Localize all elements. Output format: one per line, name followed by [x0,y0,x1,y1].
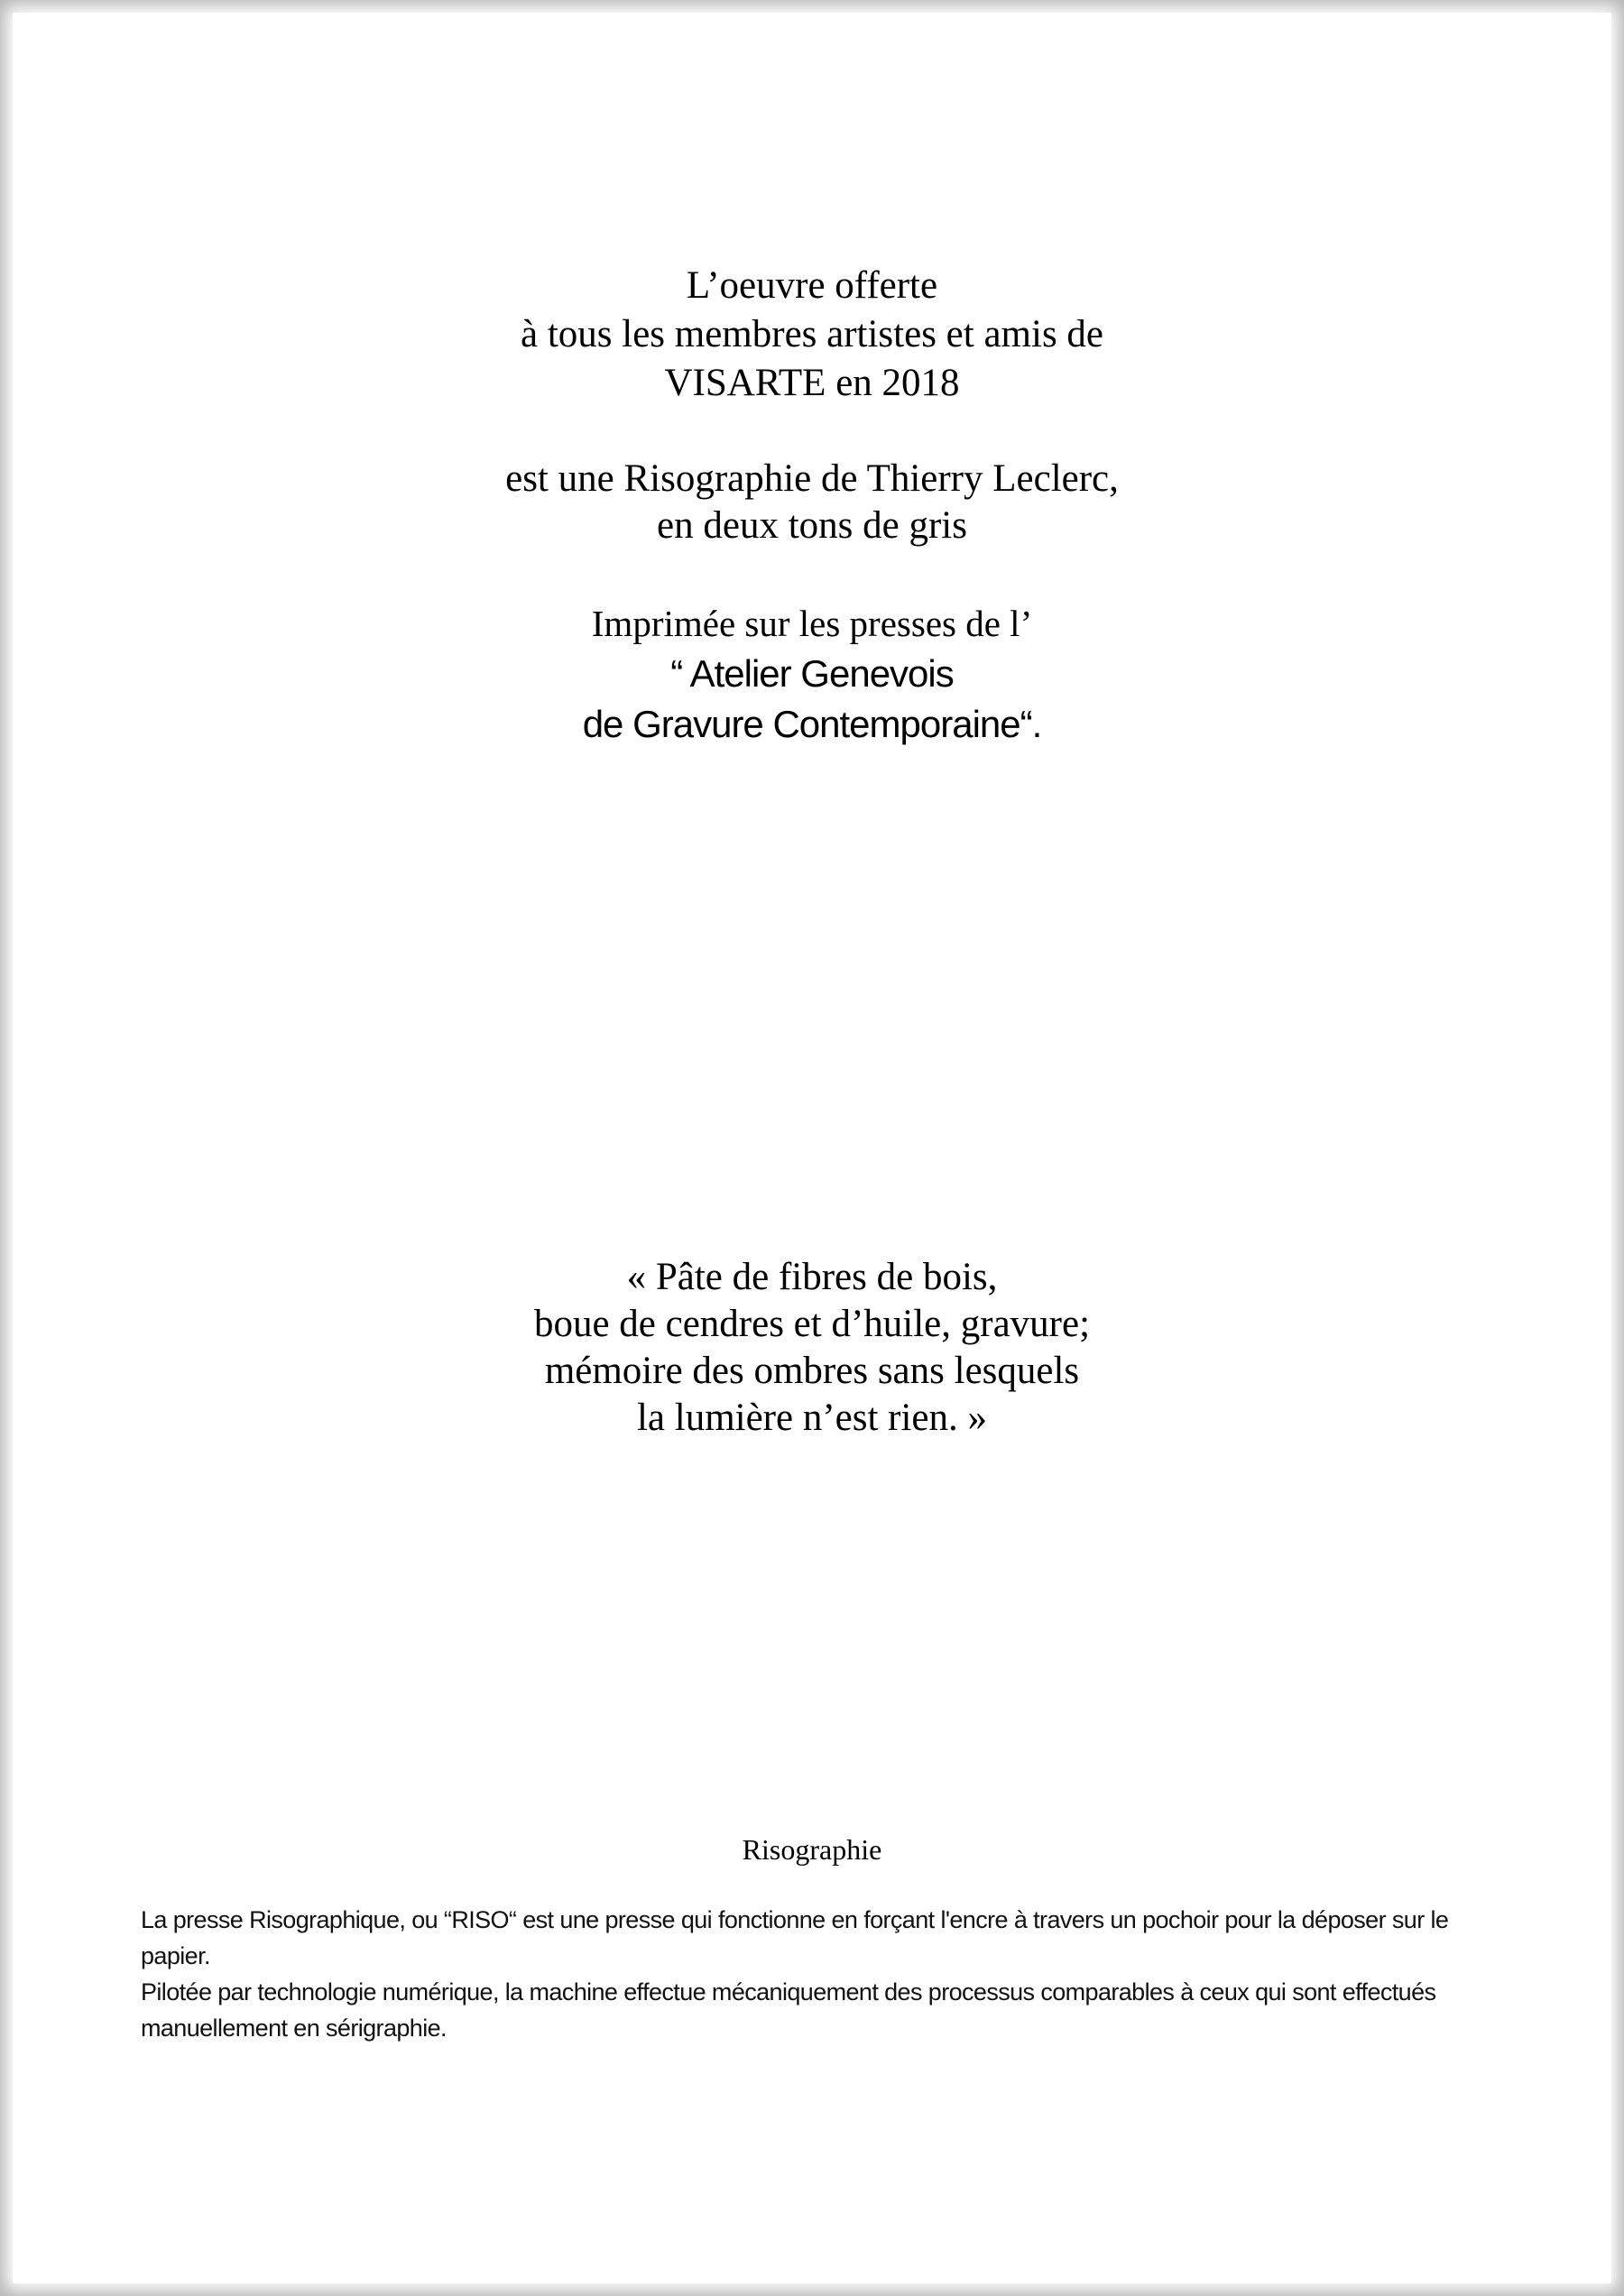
risographie-description [141,1902,1494,2046]
description-paragraph-1: La presse Risographique, ou “RISO“ est une presse qui fonctionne en forçant l'encre à travers un pochoir pour la déposer sur le papier. [141,1906,1449,1969]
quote-line-2: boue de cendres et d’huile, gravure; [533,1303,1091,1345]
risograph-credit-line-1: est une Risographie de Thierry Leclerc, [505,457,1119,500]
risographie-section-title [0,1831,1624,1867]
quote-line-3: mémoire des ombres sans lesquels [544,1350,1080,1392]
intro-line-2: à tous les membres artistes et amis de [520,313,1104,355]
description-paragraph-2: Pilotée par technologie numérique, la machine effectue mécaniquement des processus comparables à ceux qui sont effectués manuellement en sérigraphie. [141,1978,1436,2042]
intro-block [0,262,1624,408]
printed-by-line: Imprimée sur les presses de l’ [591,603,1033,644]
poem-quote [0,1254,1624,1442]
section-heading: Risographie [742,1833,882,1866]
press-block [0,598,1624,750]
quote-line-1: « Pâte de fibres de bois, [626,1256,998,1298]
atelier-name-line-2: de Gravure Contemporaine“. [582,703,1042,745]
intro-line-1: L’oeuvre offerte [686,264,938,307]
quote-line-4: la lumière n’est rien. » [636,1397,988,1439]
risograph-credit-block [0,456,1624,549]
atelier-name-line-1: “ Atelier Genevois [670,652,954,695]
intro-line-3: VISARTE en 2018 [664,362,960,404]
risograph-credit-line-2: en deux tons de gris [657,504,967,547]
